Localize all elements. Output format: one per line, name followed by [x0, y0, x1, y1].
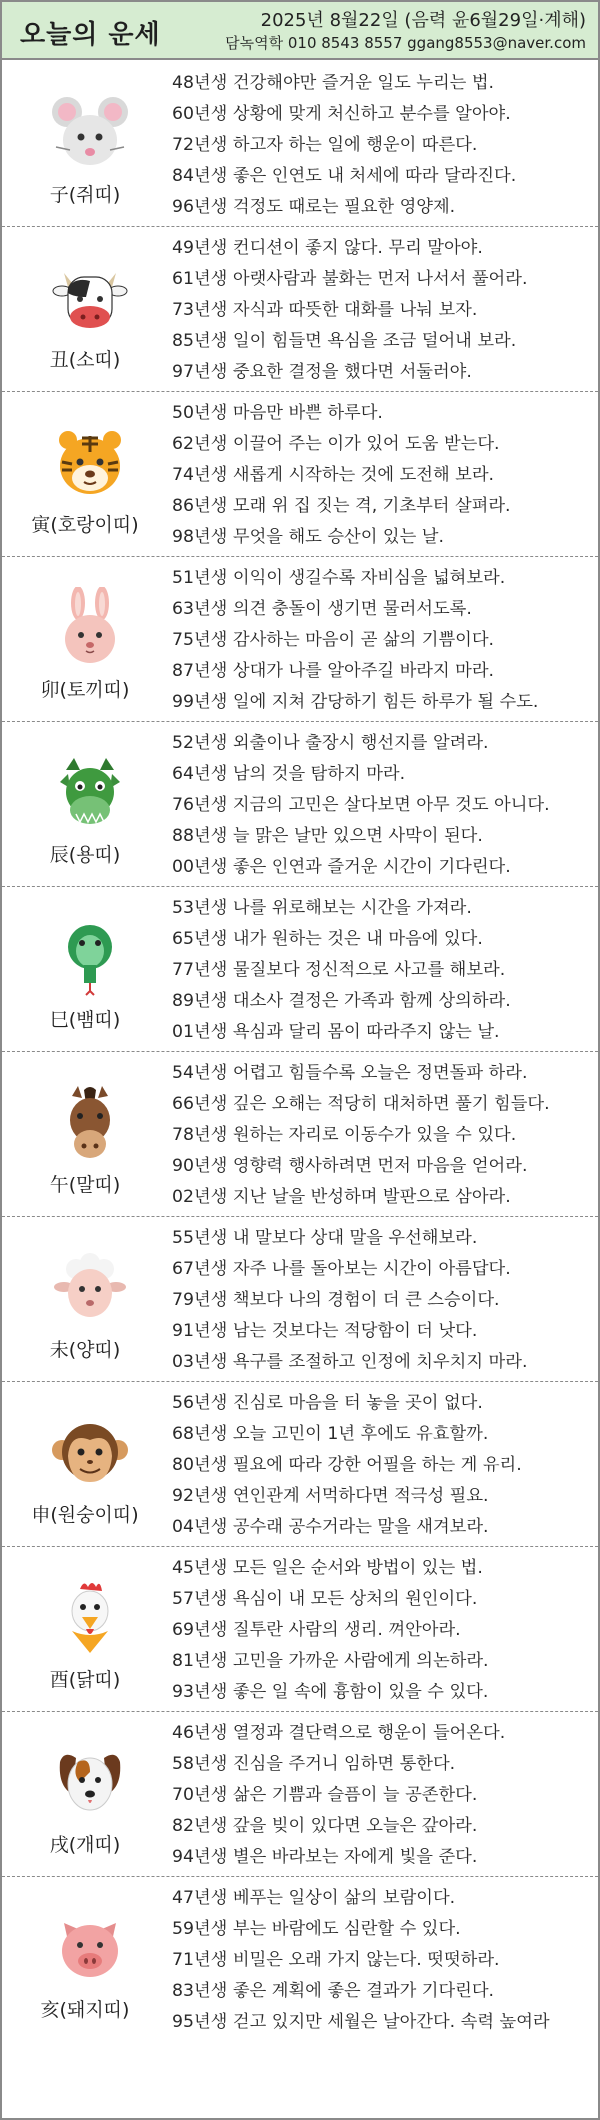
rooster-icon	[50, 1577, 130, 1657]
fortune-line: 79년생 책보다 나의 경험이 더 큰 스승이다.	[172, 1290, 500, 1310]
dog-icon	[50, 1742, 130, 1822]
tiger-icon	[50, 422, 130, 502]
fortune-line: 96년생 걱정도 때로는 필요한 영양제.	[172, 197, 456, 217]
fortune-lines	[172, 893, 596, 1048]
zodiac-row	[2, 557, 598, 722]
ox-icon	[50, 257, 130, 337]
fortune-line: 56년생 진심로 마음을 터 놓을 곳이 없다.	[172, 1393, 483, 1413]
zodiac-name: 辰(용띠)	[49, 844, 121, 866]
fortune-line: 83년생 좋은 계획에 좋은 결과가 기다린다.	[172, 1981, 495, 2001]
fortune-line: 54년생 어렵고 힘들수록 오늘은 정면돌파 하라.	[172, 1063, 528, 1083]
fortune-line: 67년생 자주 나를 돌아보는 시간이 아름답다.	[172, 1259, 511, 1279]
fortune-line: 81년생 고민을 가까운 사람에게 의논하라.	[172, 1651, 489, 1671]
zodiac-animal	[2, 1547, 168, 1712]
fortune-line: 89년생 대소사 결정은 가족과 함께 상의하라.	[172, 991, 511, 1011]
fortune-line: 53년생 나를 위로해보는 시간을 가져라.	[172, 898, 472, 918]
fortune-line: 47년생 베푸는 일상이 삶의 보람이다.	[172, 1888, 456, 1908]
fortune-lines	[172, 1223, 596, 1378]
fortune-lines	[172, 68, 596, 223]
zodiac-name: 巳(뱀띠)	[49, 1009, 121, 1031]
zodiac-row	[2, 1877, 598, 2042]
fortune-line: 55년생 내 말보다 상대 말을 우선해보라.	[172, 1228, 478, 1248]
fortune-line: 71년생 비밀은 오래 가지 않는다. 떳떳하라.	[172, 1950, 500, 1970]
fortune-lines	[172, 233, 596, 388]
fortune-line: 65년생 내가 원하는 것은 내 마음에 있다.	[172, 929, 483, 949]
fortune-line: 03년생 욕구를 조절하고 인정에 치우치지 마라.	[172, 1352, 528, 1372]
zodiac-animal	[2, 1382, 168, 1547]
fortune-line: 80년생 필요에 따라 강한 어필을 하는 게 유리.	[172, 1455, 522, 1475]
fortune-lines	[172, 398, 596, 553]
snake-icon	[50, 917, 130, 997]
fortune-line: 95년생 걷고 있지만 세월은 날아간다. 속력 높여라	[172, 2012, 550, 2032]
pig-icon	[50, 1907, 130, 1987]
fortune-line: 94년생 별은 바라보는 자에게 빛을 준다.	[172, 1847, 478, 1867]
zodiac-name: 卯(토끼띠)	[40, 679, 130, 701]
fortune-line: 86년생 모래 위 집 짓는 격, 기초부터 살펴라.	[172, 496, 511, 516]
fortune-lines	[172, 1058, 596, 1213]
zodiac-animal	[2, 722, 168, 887]
zodiac-name: 戌(개띠)	[49, 1834, 121, 1856]
zodiac-animal	[2, 1217, 168, 1382]
zodiac-animal	[2, 1712, 168, 1877]
fortune-line: 70년생 삶은 기쁨과 슬픔이 늘 공존한다.	[172, 1785, 478, 1805]
zodiac-animal	[2, 1052, 168, 1217]
fortune-line: 02년생 지난 날을 반성하며 발판으로 삼아라.	[172, 1187, 511, 1207]
fortune-line: 48년생 건강해야만 즐거운 일도 누리는 법.	[172, 73, 495, 93]
zodiac-animal	[2, 1877, 168, 2042]
fortune-line: 52년생 외출이나 출장시 행선지를 알려라.	[172, 733, 489, 753]
fortune-lines	[172, 1553, 596, 1708]
fortune-line: 99년생 일에 지쳐 감당하기 힘든 하루가 될 수도.	[172, 692, 539, 712]
fortune-line: 45년생 모든 일은 순서와 방법이 있는 법.	[172, 1558, 483, 1578]
fortune-lines	[172, 728, 596, 883]
contact-line: 담녹역학 010 8543 8557 ggang8553@naver.com	[225, 34, 586, 52]
fortune-line: 75년생 감사하는 마음이 곧 삶의 기쁨이다.	[172, 630, 495, 650]
zodiac-row	[2, 1382, 598, 1547]
fortune-line: 76년생 지금의 고민은 살다보면 아무 것도 아니다.	[172, 795, 550, 815]
fortune-line: 66년생 깊은 오해는 적당히 대처하면 풀기 힘들다.	[172, 1094, 550, 1114]
monkey-icon	[50, 1412, 130, 1492]
fortune-lines	[172, 1718, 596, 1873]
horse-icon	[50, 1082, 130, 1162]
zodiac-row	[2, 887, 598, 1052]
zodiac-name: 子(쥐띠)	[49, 184, 121, 206]
fortune-line: 62년생 이끌어 주는 이가 있어 도움 받는다.	[172, 434, 500, 454]
rat-icon	[50, 92, 130, 172]
fortune-line: 72년생 하고자 하는 일에 행운이 따른다.	[172, 135, 478, 155]
zodiac-row	[2, 62, 598, 227]
fortune-line: 46년생 열정과 결단력으로 행운이 들어온다.	[172, 1723, 506, 1743]
zodiac-name: 亥(돼지띠)	[40, 1999, 130, 2021]
fortune-line: 00년생 좋은 인연과 즐거운 시간이 기다린다.	[172, 857, 511, 877]
zodiac-animal	[2, 887, 168, 1052]
fortune-line: 59년생 부는 바람에도 심란할 수 있다.	[172, 1919, 461, 1939]
fortune-line: 97년생 중요한 결정을 했다면 서둘러야.	[172, 362, 472, 382]
zodiac-row	[2, 1052, 598, 1217]
fortune-line: 78년생 원하는 자리로 이동수가 있을 수 있다.	[172, 1125, 517, 1145]
zodiac-row	[2, 1712, 598, 1877]
fortune-line: 93년생 좋은 일 속에 흉함이 있을 수 있다.	[172, 1682, 489, 1702]
zodiac-name: 未(양띠)	[49, 1339, 121, 1361]
fortune-lines	[172, 1388, 596, 1543]
zodiac-name: 丑(소띠)	[49, 349, 121, 371]
date-line: 2025년 8월22일 (음력 윤6월29일·계해)	[260, 10, 586, 31]
zodiac-row	[2, 392, 598, 557]
rabbit-icon	[50, 587, 130, 667]
header	[2, 2, 598, 60]
zodiac-name: 午(말띠)	[49, 1174, 121, 1196]
zodiac-animal	[2, 227, 168, 392]
fortune-line: 87년생 상대가 나를 알아주길 바라지 마라.	[172, 661, 495, 681]
fortune-line: 98년생 무엇을 해도 승산이 있는 날.	[172, 527, 444, 547]
fortune-line: 84년생 좋은 인연도 내 처세에 따라 달라진다.	[172, 166, 517, 186]
zodiac-row	[2, 227, 598, 392]
zodiac-row	[2, 1547, 598, 1712]
fortune-line: 74년생 새롭게 시작하는 것에 도전해 보라.	[172, 465, 495, 485]
fortune-line: 60년생 상황에 맞게 처신하고 분수를 알아야.	[172, 104, 511, 124]
zodiac-animal	[2, 557, 168, 722]
fortune-lines	[172, 1883, 596, 2038]
zodiac-name: 酉(닭띠)	[49, 1669, 121, 1691]
zodiac-animal	[2, 62, 168, 227]
zodiac-row	[2, 1217, 598, 1382]
fortune-line: 58년생 진심을 주거니 임하면 통한다.	[172, 1754, 456, 1774]
zodiac-row	[2, 722, 598, 887]
fortune-line: 69년생 질투란 사람의 생리. 껴안아라.	[172, 1620, 461, 1640]
fortune-line: 92년생 연인관계 서먹하다면 적극성 필요.	[172, 1486, 489, 1506]
fortune-line: 01년생 욕심과 달리 몸이 따라주지 않는 날.	[172, 1022, 500, 1042]
fortune-line: 91년생 남는 것보다는 적당함이 더 낫다.	[172, 1321, 478, 1341]
fortune-line: 85년생 일이 힘들면 욕심을 조금 덜어내 보라.	[172, 331, 517, 351]
fortune-lines	[172, 563, 596, 718]
fortune-line: 50년생 마음만 바쁜 하루다.	[172, 403, 383, 423]
fortune-line: 57년생 욕심이 내 모든 상처의 원인이다.	[172, 1589, 478, 1609]
fortune-line: 49년생 컨디션이 좋지 않다. 무리 말아야.	[172, 238, 483, 258]
zodiac-name: 申(원숭이띠)	[31, 1504, 139, 1526]
fortune-line: 77년생 물질보다 정신적으로 사고를 해보라.	[172, 960, 506, 980]
fortune-line: 88년생 늘 맑은 날만 있으면 사막이 된다.	[172, 826, 483, 846]
fortune-line: 73년생 자식과 따뜻한 대화를 나눠 보자.	[172, 300, 478, 320]
fortune-line: 63년생 의견 충돌이 생기면 물러서도록.	[172, 599, 472, 619]
fortune-line: 82년생 갚을 빚이 있다면 오늘은 갚아라.	[172, 1816, 478, 1836]
fortune-line: 90년생 영향력 행사하려면 먼저 마음을 얻어라.	[172, 1156, 528, 1176]
fortune-line: 04년생 공수래 공수거라는 말을 새겨보라.	[172, 1517, 489, 1537]
dragon-icon	[50, 752, 130, 832]
zodiac-name: 寅(호랑이띠)	[31, 514, 139, 536]
fortune-line: 61년생 아랫사람과 불화는 먼저 나서서 풀어라.	[172, 269, 528, 289]
page-title: 오늘의 운세	[20, 20, 161, 50]
fortune-line: 68년생 오늘 고민이 1년 후에도 유효할까.	[172, 1424, 489, 1444]
fortune-line: 64년생 남의 것을 탐하지 마라.	[172, 764, 406, 784]
sheep-icon	[50, 1247, 130, 1327]
fortune-line: 51년생 이익이 생길수록 자비심을 넓혀보라.	[172, 568, 506, 588]
zodiac-animal	[2, 392, 168, 557]
